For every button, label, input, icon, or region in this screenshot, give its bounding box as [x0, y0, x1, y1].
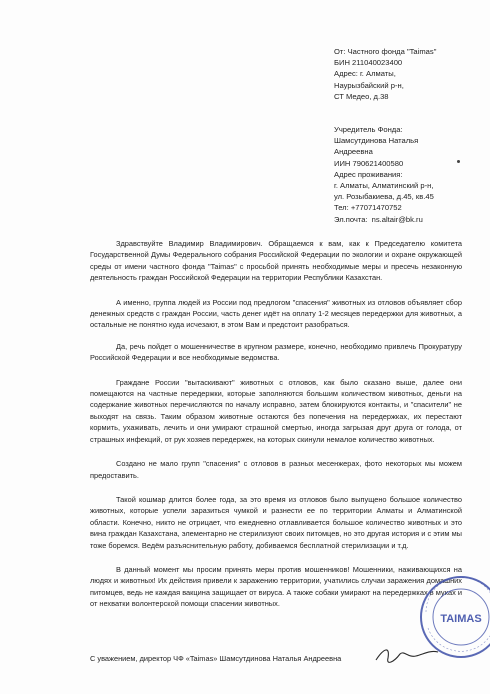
sender-address-city: Адрес: г. Алматы,: [334, 69, 396, 79]
phone: Тел: +77071470752: [334, 203, 402, 213]
email-line: [334, 214, 484, 225]
letter-body: [90, 238, 462, 623]
sender-address-street: СТ Медео, д.38: [334, 91, 389, 101]
founder-name: Шамсутдинова Наталья: [334, 136, 419, 146]
paragraph-groups: Создано не мало групп "спасения" с отловов в разных месенжерах, фото некоторых мы можем предоставить.: [90, 459, 462, 480]
founder-name-2: Андреевна: [334, 147, 373, 157]
sender-bin: БИН 211040023400: [334, 58, 403, 68]
email-label: Эл.почта:: [334, 214, 368, 224]
residence-city: г. Алматы, Алматинский р-н,: [334, 181, 434, 191]
page-dot: [457, 160, 460, 163]
paragraph-fraud: Да, речь пойдет о мошенничестве в крупном размере, конечно, необходимо привлечь Прокуратуру Российской Федерации и все необходимые ведомства.: [90, 341, 462, 363]
founder-iin: ИИН 790621400580: [334, 158, 404, 168]
paragraph-distemper: Такой кошмар длится более года, за это время из отловов было выпущено большое количество животных, которые успели заразиться чумкой и разнести ее по территории Алматы и Алматинской области. Конечно, никто не отрицает, что ежедневно отлавливается большое количество животных и это вина граждан Казахстана, элементарно не стерилизуют своих питомцев, но это другая история и с этим мы тоже боремся. Ведём разъяснительную работу, добиваемся бесплатной стерилизации и т.д.: [90, 494, 462, 550]
stamp-text: TAIMAS: [440, 613, 482, 625]
founder-title: Учредитель Фонда:: [334, 125, 403, 135]
sender-block: [334, 46, 484, 225]
email-address: ns.altair@bk.ru: [371, 214, 423, 224]
paragraph-request: В данный момент мы просим принять меры против мошенников! Мошенники, наживающихся на людях и животных! Их действия привели к заражению территории, учатились случаи заражения домашних питомцев, ведь не каждая вакцина защищает от вируса. А также собаки умирают на передержках в муках и от нехватки волонтерской помощи спасении животных.: [90, 564, 462, 609]
sender-address-district: Наурызбайский р-н,: [334, 80, 404, 90]
residence-street: ул. Розыбакиева, д.45, кв.45: [334, 192, 434, 202]
closing-signature-line: С уважением, директор ЧФ «Taimas» Шамсутдинова Наталья Андреевна: [90, 654, 342, 663]
residence-label: Адрес проживания:: [334, 169, 403, 179]
paragraph-shelters: Граждане России "вытаскивают" животных с отловов, как было сказано выше, далее они помещаются на частные передержки, которые заполняются большим количеством животных, деньги на содержание животных перечисляются по началу исправно, затем блокируются контакты, и "спасители" не выходят на связь. Таким образом животные остаются без попечения на передержках, их перестают кормить, ухаживать, лечить и они умирают страшной смертью, иногда загрызая друг друга от голода, от страшных инфекций, от рук хозяев передержек, на которых скинули немалое количество животных.: [90, 377, 462, 444]
organization-stamp: [418, 574, 490, 660]
paragraph-greeting: Здравствуйте Владимир Владимирович. Обращаемся к вам, как к Председателю комитета Государственной Думы Федерального собрания Российской Федерации по экологии и охране окружающей среды от имени частного фонда "Taimas" с просьбой принять необходимые меры и пресечь незаконную деятельность граждан Российской Федерации на территории Республики Казахстан.: [90, 239, 462, 283]
paragraph-fundraising: А именно, группа людей из России под предлогом "спасения" животных из отловов объявляет сбор денежных средств с граждан России, часть денег идёт на оплату 1-2 месяцев передержки для животных, а остальные не понятно куда исчезают, в этом Вам и предстоит разобраться.: [90, 297, 462, 330]
sender-fund: От: Частного фонда "Taimas": [334, 47, 437, 56]
